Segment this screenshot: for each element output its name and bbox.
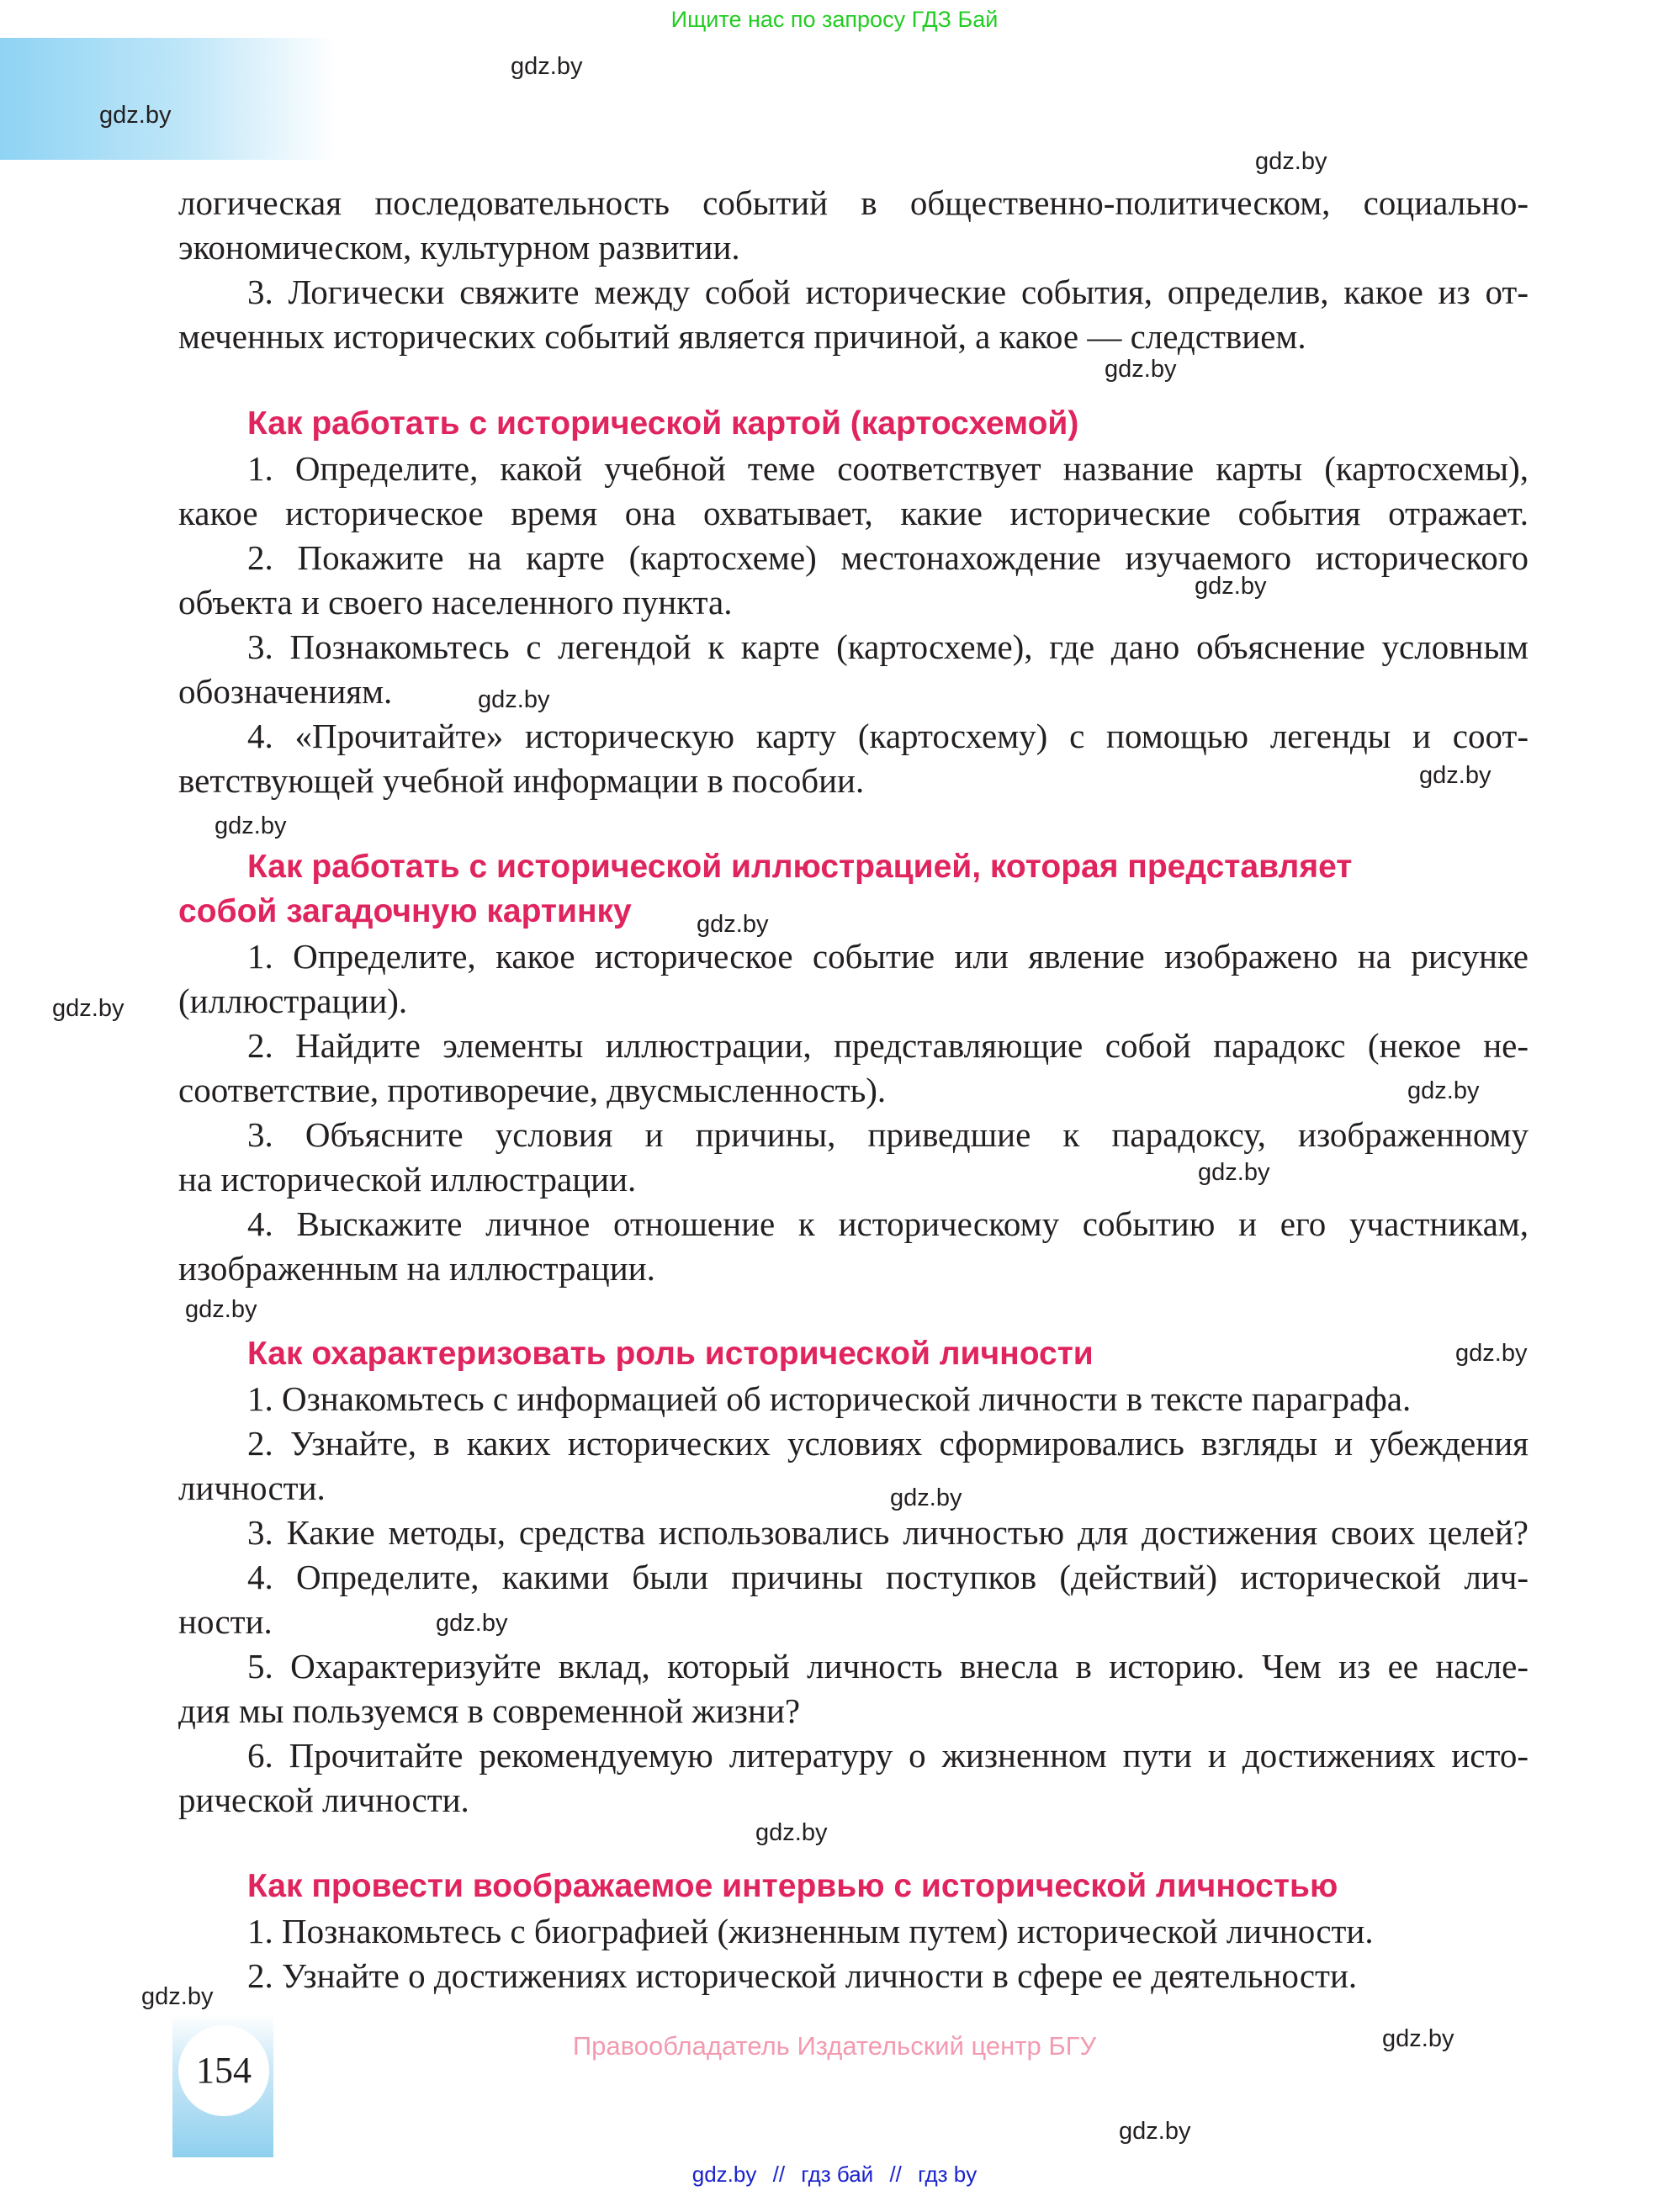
footer-separator: //	[772, 2162, 786, 2187]
footer-link[interactable]: гдз by	[918, 2162, 978, 2187]
watermark: gdz.by	[1119, 2118, 1191, 2145]
watermark: gdz.by	[1195, 573, 1267, 600]
footer-link[interactable]: гдз бай	[801, 2162, 874, 2187]
text-line: 2. Найдите элементы иллюстрации, представляющие собой парадокс (некое не-	[247, 1026, 1529, 1065]
text-line: 1. Познакомьтесь с биографией (жизненным путем) исторической личности.	[247, 1912, 1374, 1950]
watermark: gdz.by	[1198, 1159, 1270, 1186]
text-line: 3. Логически свяжите между собой исторические события, определив, какое из от-	[247, 273, 1529, 311]
text-line: 3. Объясните условия и причины, приведшие к парадоксу, изображенному	[247, 1115, 1529, 1154]
search-banner: Ищите нас по запросу ГДЗ Бай	[670, 7, 999, 32]
watermark: gdz.by	[1407, 1077, 1480, 1104]
text-line: 5. Охарактеризуйте вклад, который личность внесла в историю. Чем из ее насле-	[247, 1647, 1529, 1685]
text-line: (иллюстрации).	[178, 982, 408, 1020]
text-line: 3. Познакомьтесь с легендой к карте (картосхеме), где дано объяснение условным	[247, 627, 1529, 666]
text-line: 4. Выскажите личное отношение к историческому событию и его участникам,	[247, 1204, 1529, 1243]
text-line: дия мы пользуемся в современной жизни?	[178, 1691, 801, 1730]
text-line: соответствие, противоречие, двусмысленность).	[178, 1071, 887, 1109]
text-line: 2. Покажите на карте (картосхеме) местонахождение изучаемого исторического	[247, 538, 1529, 577]
text-line: объекта и своего населенного пункта.	[178, 583, 733, 622]
footer-separator: //	[889, 2162, 902, 2187]
text-line: на исторической иллюстрации.	[178, 1160, 637, 1199]
section-heading-illustration-cont: собой загадочную картинку	[178, 893, 632, 929]
watermark: gdz.by	[478, 686, 550, 713]
section-heading-illustration: Как работать с исторической иллюстрацией, которая представляет	[247, 849, 1353, 885]
watermark: gdz.by	[185, 1296, 257, 1323]
text-line: обозначениям.	[178, 672, 393, 711]
text-line: личности.	[178, 1468, 326, 1507]
text-line: 1. Определите, какое историческое событие или явление изображено на рисунке	[247, 937, 1529, 976]
watermark: gdz.by	[1382, 2025, 1454, 2052]
text-line: 4. «Прочитайте» историческую карту (картосхему) с помощью легенды и соот-	[247, 717, 1529, 755]
text-line: 1. Ознакомьтесь с информацией об исторической личности в тексте параграфа.	[247, 1379, 1412, 1418]
page-number: 154	[178, 2025, 269, 2116]
section-heading-personality: Как охарактеризовать роль исторической личности	[247, 1336, 1094, 1372]
watermark: gdz.by	[99, 102, 172, 129]
watermark: gdz.by	[697, 911, 769, 938]
watermark: gdz.by	[1105, 356, 1177, 383]
text-line: 1. Определите, какой учебной теме соответствует название карты (картосхемы),	[247, 449, 1529, 488]
watermark: gdz.by	[511, 53, 583, 80]
watermark: gdz.by	[1419, 762, 1492, 789]
text-line: 4. Определите, какими были причины поступков (действий) исторической лич-	[247, 1558, 1529, 1596]
rights-holder: Правообладатель Издательский центр БГУ	[572, 2031, 1097, 2061]
text-line: 3. Какие методы, средства использовались личностью для достижения своих целей?	[247, 1513, 1529, 1552]
watermark: gdz.by	[141, 1983, 214, 2010]
text-line: экономическом, культурном развитии.	[178, 228, 740, 267]
watermark: gdz.by	[1455, 1340, 1528, 1367]
watermark: gdz.by	[436, 1610, 508, 1637]
text-line: рической личности.	[178, 1781, 469, 1819]
section-heading-map: Как работать с исторической картой (картосхемой)	[247, 405, 1079, 442]
footer-link[interactable]: gdz.by	[691, 2162, 757, 2187]
text-line: меченных исторических событий является причиной, а какое — следствием.	[178, 317, 1306, 356]
text-line: 2. Узнайте, в каких исторических условиях сформировались взгляды и убеждения	[247, 1424, 1529, 1463]
section-heading-interview: Как провести воображаемое интервью с исторической личностью	[247, 1868, 1338, 1904]
text-line: логическая последовательность событий в общественно-политическом, социально-	[178, 183, 1529, 222]
watermark: gdz.by	[52, 995, 125, 1022]
footer-links	[0, 2162, 1669, 2188]
corner-decoration	[0, 38, 336, 160]
text-line: ветствующей учебной информации в пособии.	[178, 761, 865, 800]
watermark: gdz.by	[1255, 148, 1327, 175]
watermark: gdz.by	[890, 1484, 962, 1511]
watermark: gdz.by	[215, 812, 287, 839]
text-line: 2. Узнайте о достижениях исторической личности в сфере ее деятельности.	[247, 1956, 1358, 1995]
text-line: 6. Прочитайте рекомендуемую литературу о жизненном пути и достижениях исто-	[247, 1736, 1529, 1775]
text-line: какое историческое время она охватывает, какие исторические события отражает.	[178, 494, 1529, 532]
text-line: изображенным на иллюстрации.	[178, 1249, 655, 1288]
text-line: ности.	[178, 1602, 273, 1641]
watermark: gdz.by	[755, 1819, 828, 1846]
